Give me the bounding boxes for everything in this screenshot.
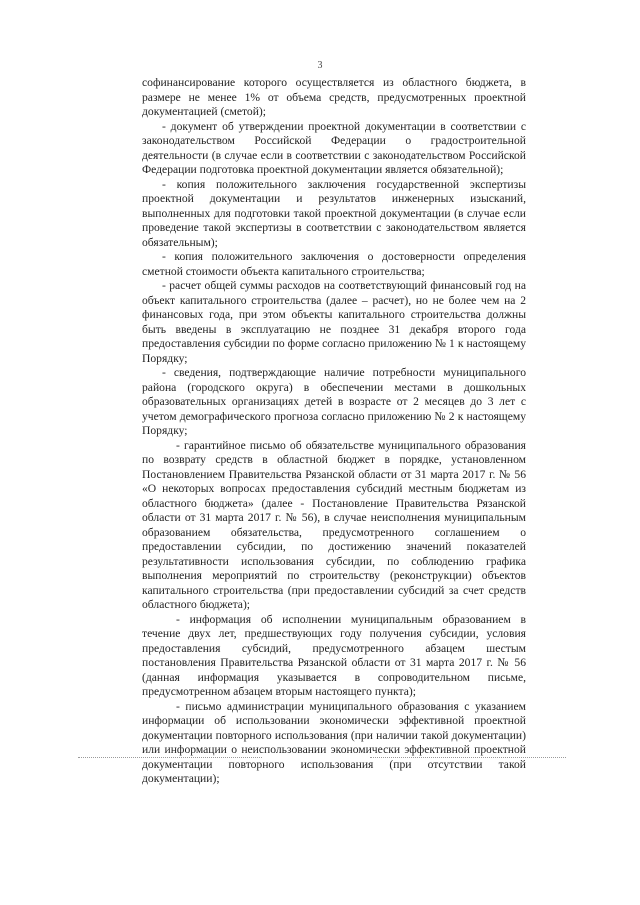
paragraph-cost-reliability: - копия положительного заключения о достоверности определения сметной стоимости объекта капитального строительства; bbox=[142, 250, 526, 278]
paragraph-expense-calculation: - расчет общей суммы расходов на соответствующий финансовый год на объект капитального строительства (далее – расчет), но не более чем на 2 финансовых года, при этом объекты капитального строительства должны быть введены в эксплуатацию не позднее 31 декабря второго года предоставления субсидии по форме согласно приложению № 1 к настоящему Порядку; bbox=[142, 279, 526, 365]
paragraph-continuation: софинансирование которого осуществляется из областного бюджета, в размере не менее 1% от объема средств, предусмотренных проектной документацией (сметой); bbox=[142, 76, 526, 118]
paragraph-design-approval: - документ об утверждении проектной документации в соответствии с законодательством Российской Федерации о градостроительной деятельности (в случае если в соответствии с законодательством Российской Федерации подготовка проектной документации является обязательной); bbox=[142, 119, 526, 176]
paragraph-expertise-copy: - копия положительного заключения государственной экспертизы проектной документации и результатов инженерных изысканий, выполненных для подготовки такой проектной документации (в случае если проведение такой экспертизы в соответствии с законодательством является обязательным); bbox=[142, 177, 526, 249]
document-body bbox=[142, 76, 526, 787]
page-number: 3 bbox=[317, 60, 323, 71]
footer-divider-right bbox=[370, 757, 566, 758]
paragraph-guarantee-letter: - гарантийное письмо об обязательстве муниципального образования по возврату средств в областной бюджет в порядке, установленном Постановлением Правительства Рязанской области от 31 марта 2017 г. № 56 «О некоторых вопросах предоставления субсидий местным бюджетам из областного бюджета» (далее - Постановление Правительства Рязанской области от 31 марта 2017 г. № 56), в случае неисполнения муниципальным образованием обязательства, предусмотренного соглашением о предоставлении субсидии, по достижению значений показателей результативности использования субсидии, по соблюдению графика выполнения мероприятий по строительству (реконструкции) объектов капитального строительства (при предоставлении субсидий за счет средств областного бюджета); bbox=[142, 438, 526, 611]
paragraph-need-info: - сведения, подтверждающие наличие потребности муниципального района (городского округа) в обеспечении местами в дошкольных образовательных организациях детей в возрасте от 2 месяцев до 3 лет с учетом демографического прогноза согласно приложению № 2 к настоящему Порядку; bbox=[142, 366, 526, 437]
paragraph-admin-letter: - письмо администрации муниципального образования с указанием информации об использовании экономически эффективной проектной документации повторного использования (при наличии такой документации) или информации о неиспользовании экономически эффективной проектной документации повторного использования (при отсутствии такой документации); bbox=[142, 699, 526, 785]
paragraph-execution-info: - информация об исполнении муниципальным образованием в течение двух лет, предшествующих году получения субсидии, условия предоставления субсидий, предусмотренного абзацем шестым постановления Правительства Рязанской области от 31 марта 2017 г. № 56 (данная информация указывается в сопроводительном письме, предусмотренном абзацем вторым настоящего пункта); bbox=[142, 612, 526, 698]
footer-divider-left bbox=[78, 757, 262, 758]
